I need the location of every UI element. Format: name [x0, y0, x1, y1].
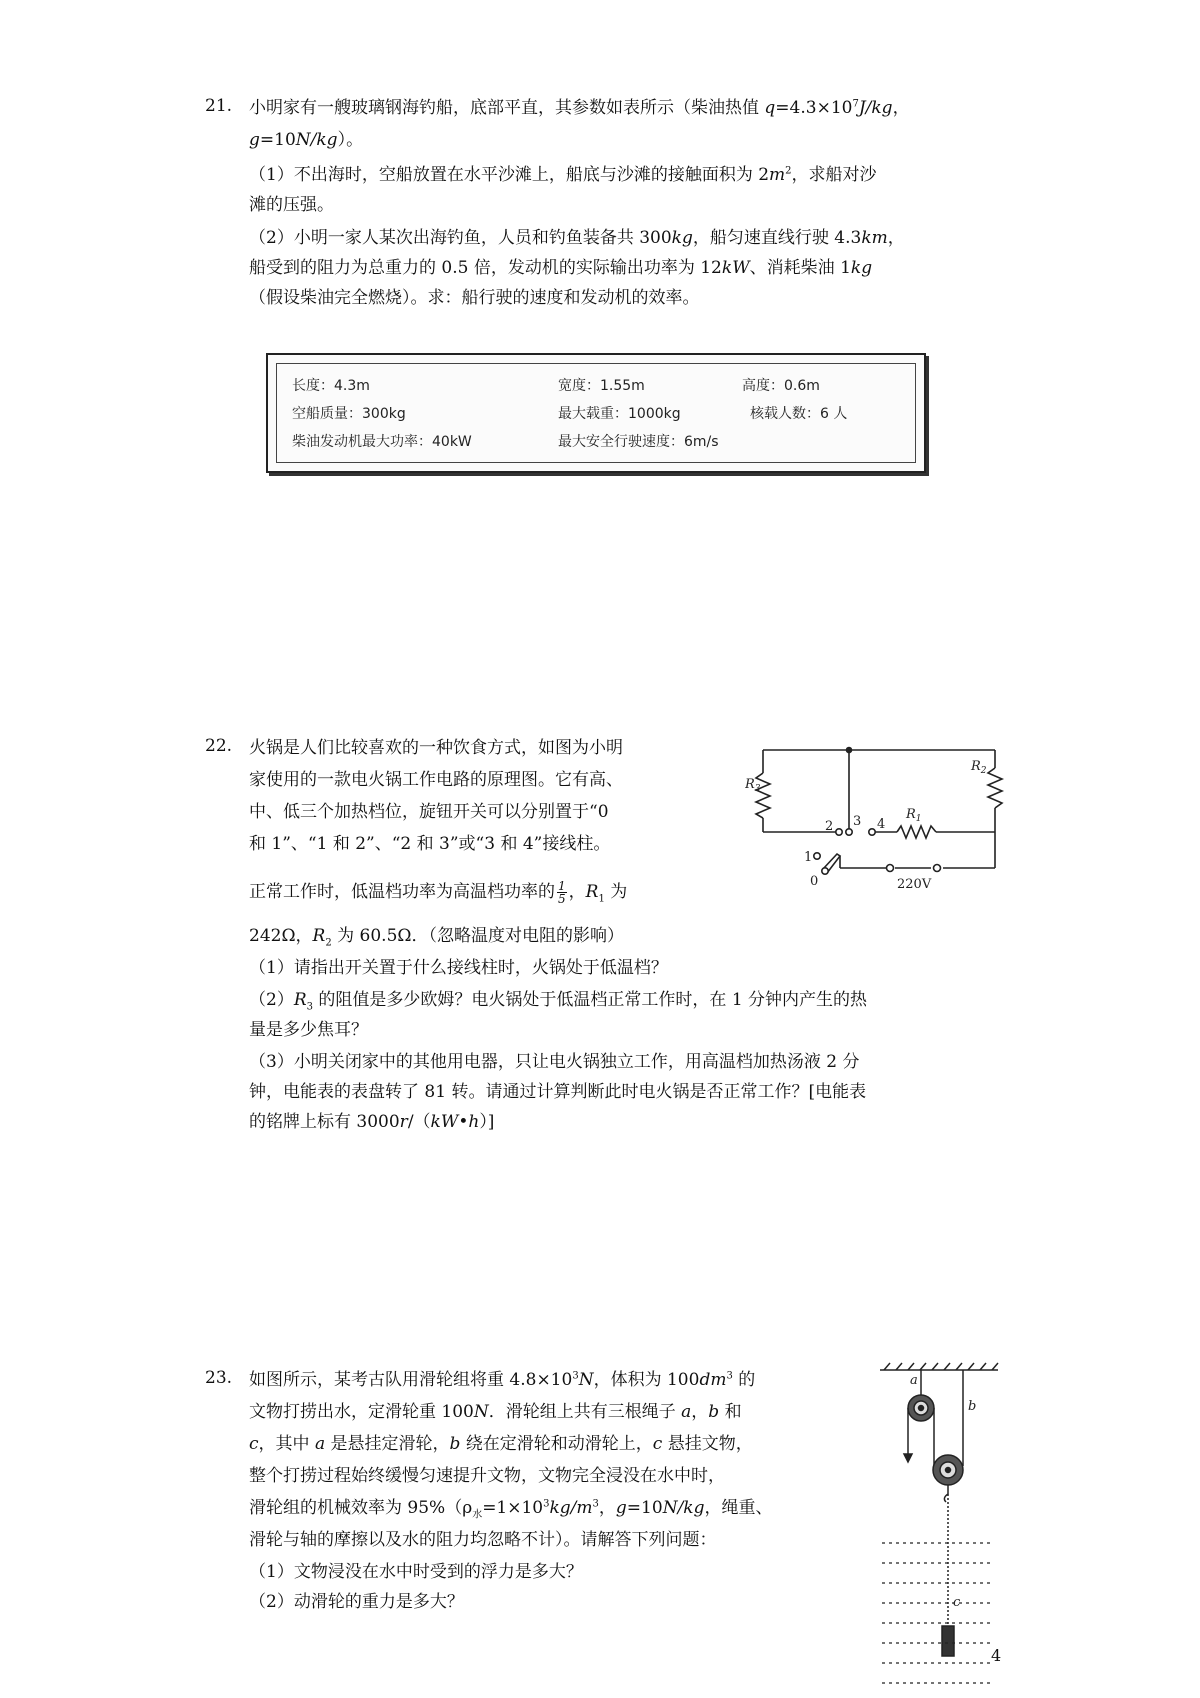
q22-part3-cont: 钟，电能表的表盘转了 81 转。请通过计算判断此时电火锅是否正常工作？[电能表	[249, 1082, 867, 1102]
terminal-2	[836, 829, 842, 835]
q23-line5: 滑轮组的机械效率为 $95\%(\rho_水=1\times 10^3kg/m^3$，g=10N/kg，绳重、	[249, 1498, 773, 1521]
q21-intro: 小明家有一艘玻璃钢海钓船，底部平直，其参数如表所示（柴油热值 $q=4.3\times 10^7J/kg$，	[249, 98, 910, 118]
supply-terminal-right	[934, 865, 941, 872]
label-rope-a: a	[910, 1373, 918, 1388]
label-terminal-4: 4	[877, 817, 886, 832]
param-width: 宽度：1.55m	[558, 378, 645, 394]
label-terminal-0: 0	[810, 874, 819, 889]
fraction-one-fifth: $\frac{1}{5}$	[558, 879, 566, 906]
param-max-speed: 最大安全行驶速度：6m/s	[558, 434, 719, 450]
label-voltage: 220V	[897, 877, 932, 892]
q22-part2-cont: 量是多少焦耳？	[249, 1020, 368, 1040]
label-terminal-3: 3	[853, 814, 862, 829]
param-height: 高度：0.6m	[742, 378, 820, 394]
q21-intro-cont: g=10N/kg）。	[249, 130, 364, 150]
q23-line3: c，其中 a 是悬挂定滑轮，b 绕在定滑轮和动滑轮上，c 悬挂文物，	[249, 1434, 753, 1454]
label-r3: $R_3$	[745, 777, 761, 794]
q21-part2: （2）小明一家人某次出海钓鱼，人员和钓鱼装备共 300kg，船匀速直线行驶 4.3km，	[249, 228, 905, 248]
label-rope-b: b	[968, 1399, 977, 1414]
circuit-diagram	[745, 728, 1015, 906]
relic-block	[942, 1626, 954, 1656]
label-terminal-1: 1	[804, 850, 813, 865]
label-terminal-2: 2	[825, 819, 834, 834]
ceiling-hatching	[884, 1363, 998, 1370]
page-number: 4	[991, 1646, 1002, 1665]
param-engine-power: 柴油发动机最大功率：40kW	[292, 434, 472, 450]
q23-line2: 文物打捞出水，定滑轮重 100N．滑轮组上共有三根绳子 a，b 和	[249, 1402, 742, 1422]
pull-arrow	[904, 1454, 912, 1462]
terminal-3	[846, 829, 852, 835]
q22-line5: 正常工作时，低温档功率为高温档功率的 $\frac{1}{5}$ ，$R_1$ 为	[249, 879, 628, 906]
pulley-diagram	[870, 1358, 1005, 1690]
water-lines	[882, 1543, 994, 1683]
q23-part1: （1）文物浸没在水中时受到的浮力是多大？	[249, 1562, 583, 1582]
question-number: 22.	[205, 736, 233, 756]
q21-part2-cont: 船受到的阻力为总重力的 0.5 倍，发动机的实际输出功率为 12kW、消耗柴油 1kg	[249, 258, 873, 278]
terminal-4	[869, 829, 875, 835]
q23-line4: 整个打捞过程始终缓慢匀速提升文物，文物完全浸没在水中时，	[249, 1466, 725, 1486]
q22-part2: $(2)R_3$ 的阻值是多少欧姆？电火锅处于低温档正常工作时，在 1 分钟内产生的热	[249, 990, 868, 1013]
q21-part2-end: （假设柴油完全燃烧）。求：船行驶的速度和发动机的效率。	[249, 288, 700, 308]
q22-line6: 242Ω，$R_2$ 为 60.5Ω．（忽略温度对电阻的影响）	[249, 926, 624, 949]
q22-line4: 和 1”、“1 和 2”、“2 和 3”或“3 和 4”接线柱。	[249, 834, 611, 854]
q23-line1: 如图所示，某考古队用滑轮组将重 $4.8\times 10^3N$，体积为 $100dm^3$ 的	[249, 1370, 756, 1390]
resistor-r3	[756, 773, 770, 818]
resistor-r2	[988, 768, 1002, 808]
question-number: 21.	[205, 96, 233, 116]
supply-terminal-left	[887, 865, 894, 872]
param-capacity: 核载人数：6 人	[750, 406, 848, 422]
q22-part1: （1）请指出开关置于什么接线柱时，火锅处于低温档？	[249, 958, 668, 978]
label-r1: $R_1$	[906, 807, 922, 824]
terminal-1	[814, 853, 820, 859]
param-max-load: 最大载重：1000kg	[558, 406, 681, 422]
question-number: 23.	[205, 1368, 233, 1388]
q21-part1-cont: 滩的压强。	[249, 195, 334, 215]
q21-part1: （1）不出海时，空船放置在水平沙滩上，船底与沙滩的接触面积为 $2m^2$，求船对沙	[249, 165, 877, 185]
q23-part2: （2）动滑轮的重力是多大？	[249, 1592, 464, 1612]
param-empty-mass: 空船质量：300kg	[292, 406, 406, 422]
q22-line2: 家使用的一款电火锅工作电路的原理图。它有高、	[249, 770, 623, 790]
q22-line1: 火锅是人们比较喜欢的一种饮食方式，如图为小明	[249, 738, 623, 758]
parameter-table	[266, 353, 926, 473]
label-rope-c: c	[953, 1595, 961, 1610]
resistor-r1	[897, 826, 936, 838]
label-r2: $R_2$	[971, 759, 987, 776]
q22-part3-end: 的铭牌上标有 3000r/（kW•h）]	[249, 1112, 495, 1132]
q22-line3: 中、低三个加热档位，旋钮开关可以分别置于“0	[249, 802, 609, 822]
terminal-0	[822, 868, 828, 874]
param-length: 长度：4.3m	[292, 378, 370, 394]
q22-part3: （3）小明关闭家中的其他用电器，只让电火锅独立工作，用高温档加热汤液 2 分	[249, 1052, 860, 1072]
q23-line6: 滑轮与轴的摩擦以及水的阻力均忽略不计）。请解答下列问题：	[249, 1530, 717, 1550]
